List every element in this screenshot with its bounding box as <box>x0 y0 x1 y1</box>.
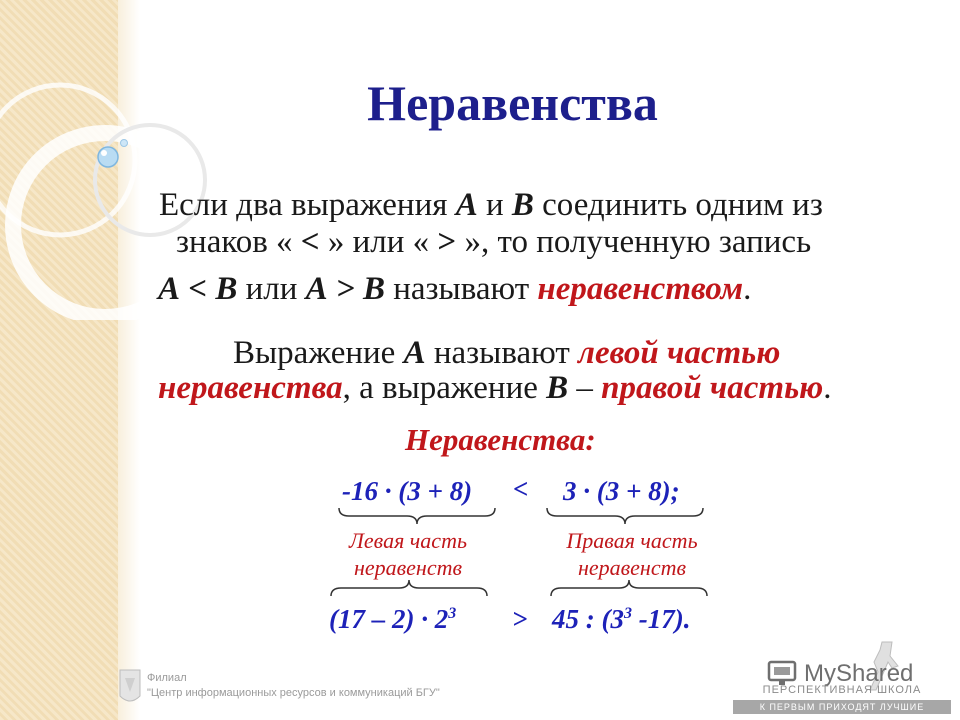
example2-left <box>329 604 456 635</box>
text: . <box>823 370 832 406</box>
text: Если два выражения <box>159 187 456 223</box>
school-watermark: ПЕРСПЕКТИВНАЯ ШКОЛА <box>762 684 922 696</box>
example1-left: -16 · (3 + 8) <box>342 476 473 506</box>
text: . <box>743 271 752 307</box>
example2-left-base: (17 – 2) · 2 <box>329 604 449 634</box>
myshared-logo-icon <box>767 659 801 687</box>
definition-line-1 <box>159 189 823 222</box>
right-part-line-2: неравенств <box>577 554 687 580</box>
right-part-brace <box>545 506 705 526</box>
footer-branch: Филиал <box>147 672 187 684</box>
example2-right-exponent: 3 <box>623 605 632 622</box>
example1-right: 3 · (3 + 8); <box>563 476 680 506</box>
var-a: А <box>455 187 478 223</box>
myshared-watermark: MyShared <box>804 660 914 687</box>
definition-line-2 <box>176 226 811 259</box>
term-inequality: неравенством <box>537 271 744 307</box>
text: – <box>568 370 602 406</box>
right-part-line-1: Правая часть <box>566 528 698 553</box>
less-than-sign: < <box>300 224 320 260</box>
var-b: В <box>511 187 534 223</box>
parts-line-2 <box>158 372 832 405</box>
example2-right <box>552 604 690 635</box>
left-part-label <box>318 528 498 582</box>
left-part-line-2: неравенств <box>353 554 463 580</box>
formula-a-greater-b: А > В <box>305 271 385 307</box>
left-part-brace <box>337 506 497 526</box>
text: », то полученную запись <box>456 224 812 260</box>
term-inequality: неравенства <box>158 370 343 406</box>
examples-heading: Неравенства: <box>405 422 596 457</box>
text: » или « <box>319 224 438 260</box>
footer-center-name: "Центр информационных ресурсов и коммуникаций БГУ" <box>147 687 440 699</box>
example1-sign: < <box>513 474 529 504</box>
left-part-brace-bottom <box>329 578 489 598</box>
text: , а выражение <box>342 370 547 406</box>
slide-title: Неравенства <box>367 75 658 131</box>
text: соединить одним из <box>533 187 823 223</box>
text: называют <box>384 271 538 307</box>
var-b: В <box>546 370 569 406</box>
text: и <box>477 187 512 223</box>
text: знаков « <box>176 224 301 260</box>
school-slogan: К ПЕРВЫМ ПРИХОДЯТ ЛУЧШИЕ <box>733 700 951 714</box>
text: Выражение <box>233 335 404 371</box>
formula-a-less-b: А < В <box>158 271 238 307</box>
example2-right-base: 45 : (3 <box>552 604 624 634</box>
institution-logo-icon <box>116 666 144 706</box>
parts-line-1 <box>233 337 780 370</box>
greater-than-sign: > <box>437 224 457 260</box>
right-part-brace-bottom <box>549 578 709 598</box>
example2-left-exponent: 3 <box>448 605 457 622</box>
definition-line-3 <box>158 273 751 306</box>
term-left-part: левой частью <box>578 335 781 371</box>
right-part-label <box>542 528 722 582</box>
left-part-line-1: Левая часть <box>349 528 467 553</box>
var-a: А <box>403 335 426 371</box>
term-right-part: правой частью <box>601 370 824 406</box>
text: или <box>237 271 306 307</box>
example2-right-rest: -17). <box>631 604 691 634</box>
text: называют <box>425 335 579 371</box>
example2-sign: > <box>512 604 528 634</box>
